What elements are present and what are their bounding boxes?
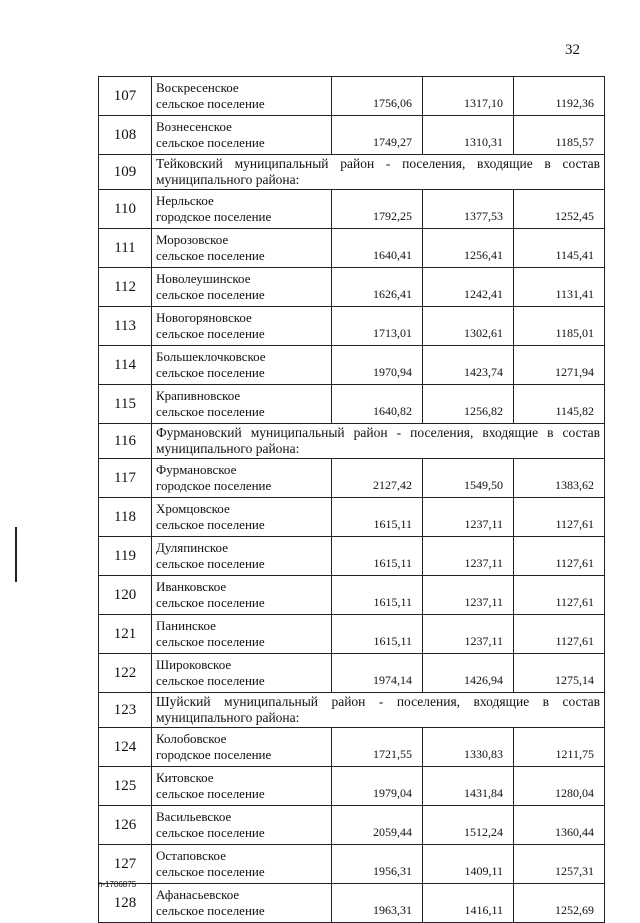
settlement-name-line2: сельское поселение (156, 96, 265, 111)
value-1: 1615,11 (332, 615, 423, 654)
value-2: 1310,31 (423, 116, 514, 155)
table-row (99, 498, 605, 537)
value-1: 2059,44 (332, 806, 423, 845)
value-3: 1252,69 (514, 884, 605, 923)
row-number: 118 (99, 498, 152, 537)
settlement-name-line2: сельское поселение (156, 248, 265, 263)
value-1: 1626,41 (332, 268, 423, 307)
value-3: 1252,45 (514, 190, 605, 229)
settlement-name (152, 190, 332, 229)
settlement-name (152, 615, 332, 654)
section-header-row (99, 424, 605, 459)
value-3: 1257,31 (514, 845, 605, 884)
settlement-name-line1: Остаповское (156, 848, 226, 863)
value-3: 1127,61 (514, 576, 605, 615)
section-header-row (99, 693, 605, 728)
value-2: 1512,24 (423, 806, 514, 845)
settlement-name-line1: Панинское (156, 618, 216, 633)
value-2: 1237,11 (423, 537, 514, 576)
row-number: 120 (99, 576, 152, 615)
settlement-name-line2: сельское поселение (156, 673, 265, 688)
value-3: 1127,61 (514, 498, 605, 537)
table-row (99, 615, 605, 654)
settlement-name-line2: сельское поселение (156, 287, 265, 302)
value-2: 1256,41 (423, 229, 514, 268)
settlement-name-line2: городское поселение (156, 478, 272, 493)
settlement-name-line2: сельское поселение (156, 595, 265, 610)
value-2: 1237,11 (423, 498, 514, 537)
value-3: 1211,75 (514, 728, 605, 767)
value-1: 1615,11 (332, 576, 423, 615)
row-number: 122 (99, 654, 152, 693)
settlement-name-line2: городское поселение (156, 747, 272, 762)
settlement-name-line1: Дуляпинское (156, 540, 228, 555)
district-header: Фурмановский муниципальный район - поселения, входящие в состав муниципального района: (152, 424, 605, 459)
value-2: 1317,10 (423, 77, 514, 116)
settlement-name-line2: сельское поселение (156, 135, 265, 150)
table-row (99, 537, 605, 576)
value-1: 1970,94 (332, 346, 423, 385)
value-2: 1256,82 (423, 385, 514, 424)
value-1: 2127,42 (332, 459, 423, 498)
settlement-name-line1: Вознесенское (156, 119, 232, 134)
settlement-name-line1: Колобовское (156, 731, 227, 746)
table-row (99, 268, 605, 307)
settlement-name-line1: Крапивновское (156, 388, 241, 403)
settlement-name (152, 845, 332, 884)
settlement-name (152, 268, 332, 307)
table-row (99, 229, 605, 268)
settlement-name-line1: Большеклочковское (156, 349, 266, 364)
table-row (99, 190, 605, 229)
value-2: 1549,50 (423, 459, 514, 498)
value-1: 1963,31 (332, 884, 423, 923)
value-1: 1979,04 (332, 767, 423, 806)
value-2: 1377,53 (423, 190, 514, 229)
table-row (99, 654, 605, 693)
value-1: 1721,55 (332, 728, 423, 767)
value-3: 1127,61 (514, 615, 605, 654)
settlement-name-line2: сельское поселение (156, 365, 265, 380)
value-2: 1242,41 (423, 268, 514, 307)
page-number: 32 (565, 42, 580, 58)
value-3: 1185,01 (514, 307, 605, 346)
row-number: 111 (99, 229, 152, 268)
settlement-name (152, 767, 332, 806)
settlement-name (152, 229, 332, 268)
district-header: Тейковский муниципальный район - поселения, входящие в состав муниципального района: (152, 155, 605, 190)
value-2: 1302,61 (423, 307, 514, 346)
settlement-name-line2: сельское поселение (156, 864, 265, 879)
settlement-name-line1: Новолеушинское (156, 271, 251, 286)
settlement-name (152, 385, 332, 424)
row-number: 121 (99, 615, 152, 654)
settlement-name (152, 728, 332, 767)
row-number: 124 (99, 728, 152, 767)
settlement-name (152, 116, 332, 155)
settlement-name-line1: Афанасьевское (156, 887, 240, 902)
table-row (99, 385, 605, 424)
value-1: 1956,31 (332, 845, 423, 884)
value-2: 1416,11 (423, 884, 514, 923)
row-number: 125 (99, 767, 152, 806)
row-number: 109 (99, 155, 152, 190)
value-3: 1127,61 (514, 537, 605, 576)
settlement-name (152, 576, 332, 615)
table-row (99, 459, 605, 498)
value-2: 1409,11 (423, 845, 514, 884)
settlement-name-line2: городское поселение (156, 209, 272, 224)
settlement-name-line2: сельское поселение (156, 903, 265, 918)
value-2: 1330,83 (423, 728, 514, 767)
value-3: 1280,04 (514, 767, 605, 806)
value-2: 1237,11 (423, 576, 514, 615)
value-3: 1360,44 (514, 806, 605, 845)
row-number: 126 (99, 806, 152, 845)
row-number: 107 (99, 77, 152, 116)
value-3: 1192,36 (514, 77, 605, 116)
value-3: 1185,57 (514, 116, 605, 155)
table-row (99, 116, 605, 155)
value-3: 1145,41 (514, 229, 605, 268)
table-row (99, 576, 605, 615)
settlement-name-line1: Иванковское (156, 579, 227, 594)
settlement-name-line1: Фурмановское (156, 462, 237, 477)
row-number: 119 (99, 537, 152, 576)
settlement-name (152, 498, 332, 537)
tariff-table (98, 76, 605, 923)
value-3: 1131,41 (514, 268, 605, 307)
table-row (99, 845, 605, 884)
row-number: 115 (99, 385, 152, 424)
value-3: 1275,14 (514, 654, 605, 693)
value-1: 1615,11 (332, 537, 423, 576)
settlement-name-line2: сельское поселение (156, 786, 265, 801)
table-row (99, 307, 605, 346)
section-header-row (99, 155, 605, 190)
table-row (99, 346, 605, 385)
settlement-name (152, 307, 332, 346)
value-1: 1615,11 (332, 498, 423, 537)
row-number: 123 (99, 693, 152, 728)
value-2: 1237,11 (423, 615, 514, 654)
row-number: 112 (99, 268, 152, 307)
table-row (99, 767, 605, 806)
table-row (99, 77, 605, 116)
row-number: 113 (99, 307, 152, 346)
settlement-name (152, 884, 332, 923)
value-2: 1423,74 (423, 346, 514, 385)
settlement-name (152, 77, 332, 116)
settlement-name-line2: сельское поселение (156, 404, 265, 419)
table-row (99, 884, 605, 923)
settlement-name (152, 537, 332, 576)
value-2: 1426,94 (423, 654, 514, 693)
document-code: п-1706875 (98, 880, 137, 889)
row-number: 117 (99, 459, 152, 498)
value-1: 1749,27 (332, 116, 423, 155)
settlement-name-line2: сельское поселение (156, 517, 265, 532)
value-1: 1974,14 (332, 654, 423, 693)
value-2: 1431,84 (423, 767, 514, 806)
district-header: Шуйский муниципальный район - поселения, входящие в состав муниципального района: (152, 693, 605, 728)
row-number: 128 (99, 884, 152, 923)
value-3: 1383,62 (514, 459, 605, 498)
settlement-name-line1: Воскресенское (156, 80, 239, 95)
settlement-name-line1: Хромцовское (156, 501, 230, 516)
value-1: 1640,41 (332, 229, 423, 268)
settlement-name-line1: Морозовское (156, 232, 229, 247)
settlement-name-line1: Китовское (156, 770, 214, 785)
settlement-name (152, 346, 332, 385)
value-1: 1792,25 (332, 190, 423, 229)
settlement-name-line1: Новогоряновское (156, 310, 252, 325)
settlement-name (152, 806, 332, 845)
settlement-name-line1: Широковское (156, 657, 232, 672)
settlement-name (152, 654, 332, 693)
row-number: 127 (99, 845, 152, 884)
settlement-name-line2: сельское поселение (156, 825, 265, 840)
value-1: 1713,01 (332, 307, 423, 346)
table-row (99, 728, 605, 767)
value-1: 1640,82 (332, 385, 423, 424)
settlement-name-line2: сельское поселение (156, 556, 265, 571)
settlement-name-line1: Нерльское (156, 193, 214, 208)
tariff-table-body (99, 77, 605, 923)
settlement-name-line2: сельское поселение (156, 634, 265, 649)
table-row (99, 806, 605, 845)
settlement-name (152, 459, 332, 498)
settlement-name-line2: сельское поселение (156, 326, 265, 341)
row-number: 110 (99, 190, 152, 229)
row-number: 116 (99, 424, 152, 459)
row-number: 114 (99, 346, 152, 385)
row-number: 108 (99, 116, 152, 155)
settlement-name-line1: Васильевское (156, 809, 232, 824)
value-3: 1271,94 (514, 346, 605, 385)
value-1: 1756,06 (332, 77, 423, 116)
margin-mark (15, 527, 17, 582)
value-3: 1145,82 (514, 385, 605, 424)
